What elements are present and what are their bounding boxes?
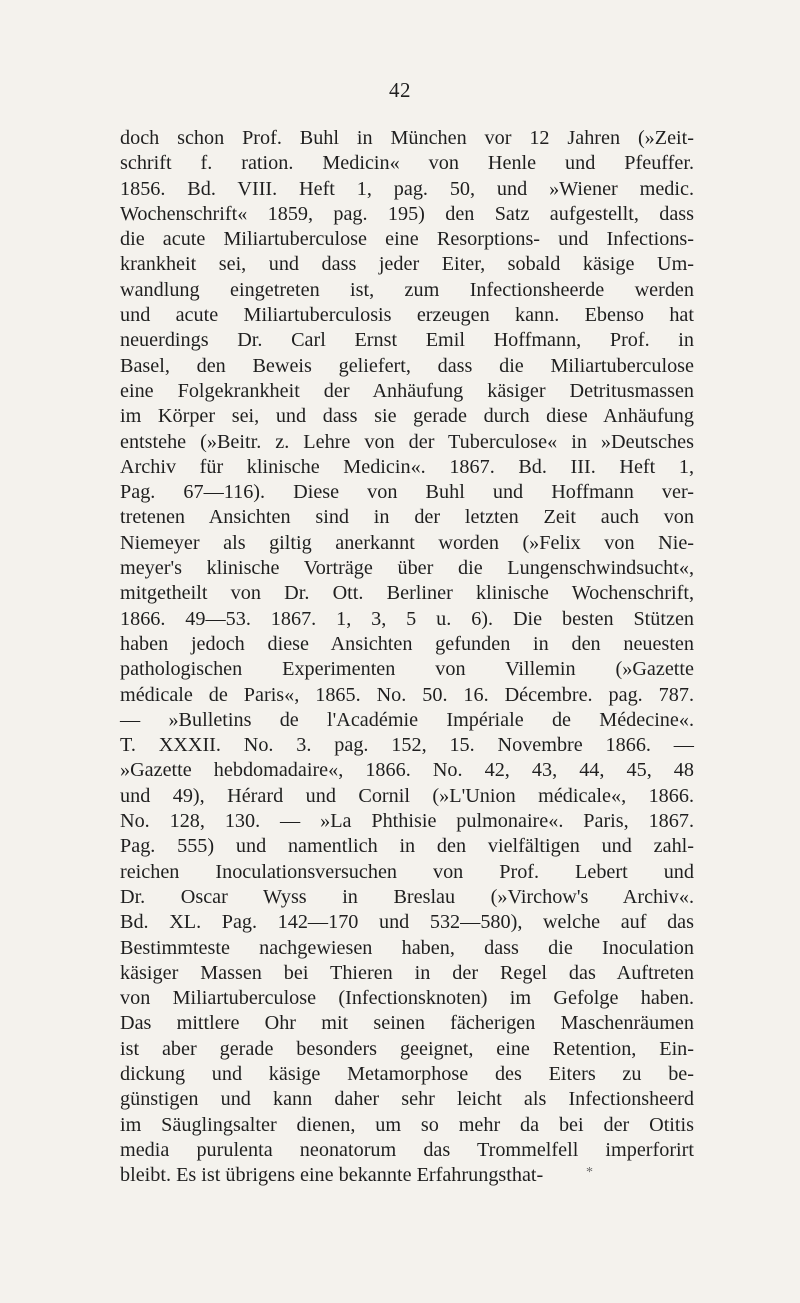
text-line: médicale de Paris«, 1865. No. 50. 16. Décembre. pag. 787.	[120, 683, 694, 706]
text-line: und acute Miliartuberculosis erzeugen kann. Ebenso hat	[120, 304, 694, 327]
text-line: bleibt. Es ist übrigens eine bekannte Erfahrungsthat-	[120, 1164, 544, 1187]
page-number: 42	[389, 78, 411, 102]
body-text	[120, 126, 694, 1188]
text-line: Das mittlere Ohr mit seinen fächerigen Maschenräumen	[120, 1012, 694, 1035]
text-line: die acute Miliartuberculose eine Resorptions- und Infections-	[120, 228, 694, 251]
text-line: pathologischen Experimenten von Villemin (»Gazette	[120, 658, 694, 681]
text-line: günstigen und kann daher sehr leicht als Infectionsheerd	[120, 1088, 694, 1111]
text-line: 1866. 49—53. 1867. 1, 3, 5 u. 6). Die besten Stützen	[120, 607, 694, 630]
text-line: wandlung eingetreten ist, zum Infectionsheerde werden	[120, 278, 694, 301]
text-line: T. XXXII. No. 3. pag. 152, 15. Novembre 1866. —	[120, 734, 694, 757]
text-line: und 49), Hérard und Cornil (»L'Union médicale«, 1866.	[120, 784, 694, 807]
text-line: Dr. Oscar Wyss in Breslau (»Virchow's Archiv«.	[120, 885, 694, 908]
text-line: schrift f. ration. Medicin« von Henle und Pfeuffer.	[120, 152, 694, 175]
footer-mark: *	[586, 1165, 593, 1180]
text-line: meyer's klinische Vorträge über die Lungenschwindsucht«,	[120, 557, 694, 580]
text-line: neuerdings Dr. Carl Ernst Emil Hoffmann, Prof. in	[120, 329, 694, 352]
text-line: Archiv für klinische Medicin«. 1867. Bd. III. Heft 1,	[120, 455, 694, 478]
text-line: mitgetheilt von Dr. Ott. Berliner klinische Wochenschrift,	[120, 582, 694, 605]
text-line: Wochenschrift« 1859, pag. 195) den Satz aufgestellt, dass	[120, 202, 694, 225]
text-line: Pag. 555) und namentlich in den vielfältigen und zahl-	[120, 835, 694, 858]
text-line: Niemeyer als giltig anerkannt worden (»Felix von Nie-	[120, 531, 694, 554]
text-line: tretenen Ansichten sind in der letzten Zeit auch von	[120, 506, 694, 529]
text-line: käsiger Massen bei Thieren in der Regel das Auftreten	[120, 961, 694, 984]
text-line: im Körper sei, und dass sie gerade durch diese Anhäufung	[120, 405, 694, 428]
text-line: — »Bulletins de l'Académie Impériale de Médecine«.	[120, 708, 694, 731]
text-line: Basel, den Beweis geliefert, dass die Miliartuberculose	[120, 354, 694, 377]
text-line: haben jedoch diese Ansichten gefunden in den neuesten	[120, 632, 694, 655]
text-line: Bestimmteste nachgewiesen haben, dass die Inoculation	[120, 936, 694, 959]
text-line: media purulenta neonatorum das Trommelfell imperforirt	[120, 1138, 694, 1161]
text-line: ist aber gerade besonders geeignet, eine Retention, Ein-	[120, 1037, 694, 1060]
text-line: »Gazette hebdomadaire«, 1866. No. 42, 43, 44, 45, 48	[120, 759, 694, 782]
text-line: doch schon Prof. Buhl in München vor 12 Jahren (»Zeit-	[120, 127, 694, 149]
text-line: im Säuglingsalter dienen, um so mehr da bei der Otitis	[120, 1113, 694, 1136]
text-line: 1856. Bd. VIII. Heft 1, pag. 50, und »Wiener medic.	[120, 177, 694, 200]
text-line: von Miliartuberculose (Infectionsknoten) im Gefolge haben.	[120, 987, 694, 1010]
text-line: dickung und käsige Metamorphose des Eiters zu be-	[120, 1062, 694, 1085]
text-line: Bd. XL. Pag. 142—170 und 532—580), welche auf das	[120, 911, 694, 934]
text-line: Pag. 67—116). Diese von Buhl und Hoffmann ver-	[120, 481, 694, 504]
text-line: eine Folgekrankheit der Anhäufung käsiger Detritusmassen	[120, 379, 694, 402]
text-line: reichen Inoculationsversuchen von Prof. Lebert und	[120, 860, 694, 883]
text-line: No. 128, 130. — »La Phthisie pulmonaire«. Paris, 1867.	[120, 810, 694, 833]
text-line: krankheit sei, und dass jeder Eiter, sobald käsige Um-	[120, 253, 694, 276]
text-line: entstehe (»Beitr. z. Lehre von der Tuberculose« in »Deutsches	[120, 430, 694, 453]
